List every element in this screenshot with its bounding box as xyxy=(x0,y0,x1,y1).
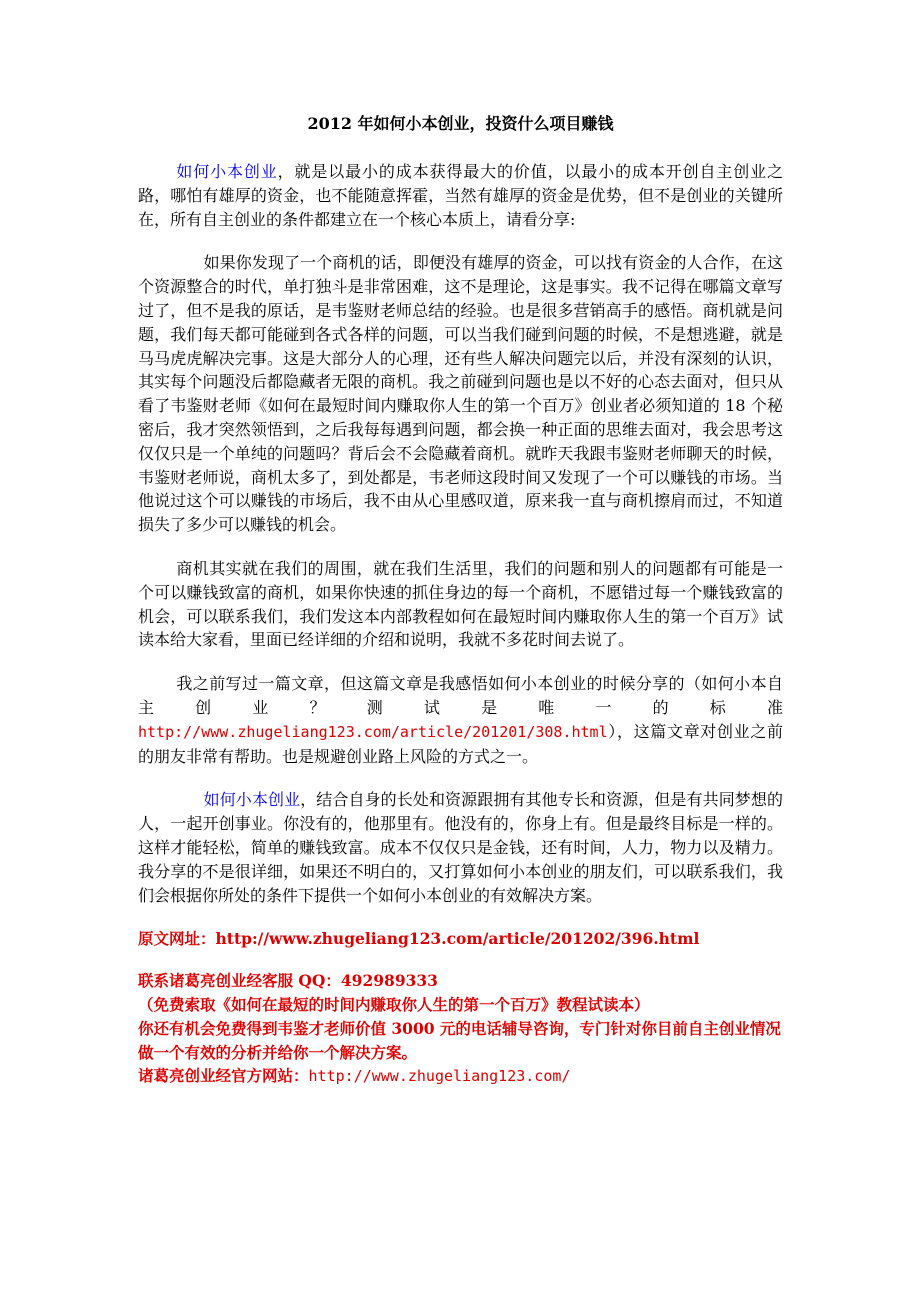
keyword-link-small-business-2[interactable]: 如何小本创业 xyxy=(203,790,301,810)
document-page xyxy=(138,112,783,1089)
article-308-link[interactable]: http://www.zhugeliang123.com/article/201201/308.html xyxy=(138,722,608,741)
contact-spacer xyxy=(138,951,783,969)
official-site-link[interactable]: http://www.zhugeliang123.com/ xyxy=(308,1067,571,1086)
paragraph-business-around: 商机其实就在我们的周围，就在我们生活里，我们的问题和别人的问题都有可能是一个可以赚钱致富的商机，如果你快速的抓住身边的每一个商机，不愿错过每一个赚钱致富的机会，可以联系我们，我们发这本内部教程如何在最短时间内赚取你人生的第一个百万》试读本给大家看，里面已经详细的介绍和说明，我就不多花时间去说了。 xyxy=(138,558,783,650)
paragraph-previous-article-tail: ），这篇文章对创业之前的朋友非常有帮助。也是规避创业路上风险的方式之一。 xyxy=(138,721,783,766)
free-trial-line: （免费索取《如何在最短的时间内赚取你人生的第一个百万》教程试读本） xyxy=(138,994,650,1014)
paragraph-partnership xyxy=(138,788,783,907)
paragraph-previous-article-lead: 我之前写过一篇文章，但这篇文章是我感悟如何小本创业的时候分享的（如何小本自主创业？测试是唯一的标准 xyxy=(138,674,783,717)
paragraph-opportunity: 如果你发现了一个商机的话，即便没有雄厚的资金，可以找有资金的人合作，在这个资源整合的时代，单打独斗是非常困难，这不是理论，这是事实。我不记得在哪篇文章写过了，但不是我的原话，是韦鉴财老师总结的经验。也是很多营销高手的感悟。商机就是问题，我们每天都可能碰到各式各样的问题，可以当我们碰到问题的时候，不是想逃避，就是马马虎虎解决完事。这是大部分人的心理，还有些人解决问题完以后，并没有深刻的认识，其实每个问题没后都隐藏者无限的商机。我之前碰到问题也是以不好的心态去面对，但只从看了韦鉴财老师《如何在最短时间内赚取你人生的第一个百万》创业者必须知道的 18 个秘密后，我才突然领悟到，之后我每每遇到问题，都会换一种正面的思维去面对，我会思考这仅仅只是一个单纯的问题吗？背后会不会隐藏着商机。就昨天我跟韦鉴财老师聊天的时候，韦鉴财老师说，商机太多了，到处都是，韦老师这段时间又发现了一个可以赚钱的市场。当他说过这个可以赚钱的市场后，我不由从心里感叹道，原来我一直与商机擦肩而过，不知道损失了多少可以赚钱的机会。 xyxy=(138,253,783,535)
paragraph-previous-article xyxy=(138,672,783,768)
paragraph-partnership-text: ，结合自身的长处和资源跟拥有其他专长和资源，但是有共同梦想的人，一起开创事业。你没有的，他那里有。他没有的，你身上有。但是最终目标是一样的。这样才能轻松，简单的赚钱致富。成本不仅仅只是金钱，还有时间，人力，物力以及精力。我分享的不是很详细，如果还不明白的，又打算如何小本创业的朋友们，可以联系我们，我们会根据你所处的条件下提供一个如何小本创业的有效解决方案。 xyxy=(138,790,783,905)
document-title: 2012 年如何小本创业，投资什么项目赚钱 xyxy=(307,114,614,133)
paragraph-intro xyxy=(138,160,783,231)
official-site-line xyxy=(138,1064,783,1089)
source-url-label: 原文网址： xyxy=(138,929,216,949)
source-url-line xyxy=(138,927,783,951)
source-url-link[interactable]: http://www.zhugeliang123.com/article/201202/396.html xyxy=(215,929,700,949)
qq-contact-line: 联系诸葛亮创业经客服 QQ：492989333 xyxy=(138,971,438,991)
contact-block xyxy=(138,927,783,1089)
paragraph-intro-text: ，就是以最小的成本获得最大的价值，以最小的成本开创自主创业之路，哪怕有雄厚的资金，也不能随意挥霍，当然有雄厚的资金是优势，但不是创业的关键所在，所有自主创业的条件都建立在一个核心本质上，请看分享: xyxy=(138,162,783,229)
keyword-link-small-business[interactable]: 如何小本创业 xyxy=(176,162,278,181)
consultation-offer-line: 你还有机会免费得到韦鉴才老师价值 3000 元的电话辅导咨询，专门针对你目前自主创业情况做一个有效的分析并给你一个解决方案。 xyxy=(138,1018,781,1062)
official-site-label: 诸葛亮创业经官方网站： xyxy=(138,1066,309,1086)
